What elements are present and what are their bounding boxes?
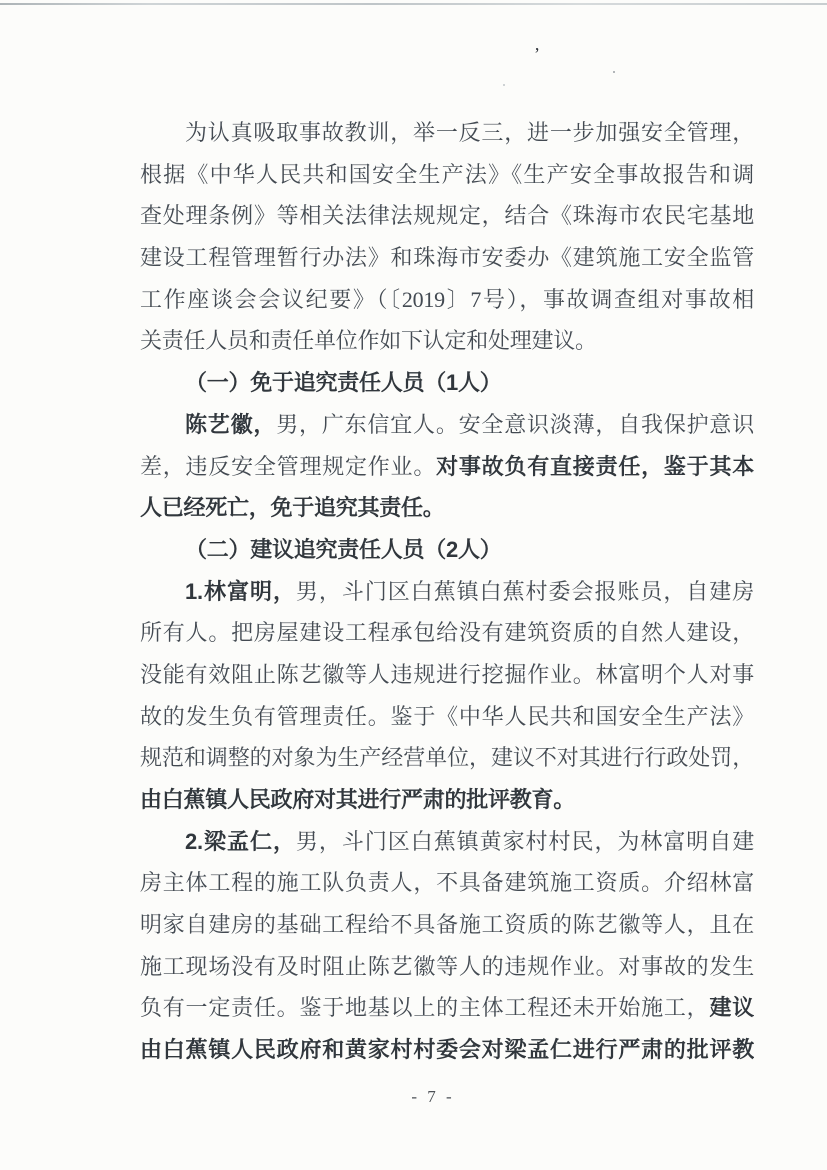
text-line [140, 362, 754, 404]
text-line [140, 446, 754, 488]
text-line [140, 737, 754, 779]
text-segment-bold: 对事故负有直接责任，鉴于其本 [436, 453, 754, 479]
document-body [140, 112, 754, 1071]
text-segment: 男，广东信宜人。安全意识淡薄，自我保护意识 [276, 411, 754, 437]
text-line [140, 154, 754, 196]
text-line [140, 320, 754, 362]
text-line [140, 529, 754, 571]
text-line [140, 112, 754, 154]
ink-speck [503, 84, 505, 86]
text-segment: 建设工程管理暂行办法》和珠海市安委办《建筑施工安全监管 [140, 245, 754, 271]
text-line [140, 821, 754, 863]
text-segment-bold: 陈艺徽， [185, 411, 277, 437]
text-segment-bold: 由白蕉镇人民政府和黄家村村委会对梁孟仁进行严肃的批评教 [140, 1037, 754, 1063]
text-segment-bold: 1.林富明， [185, 578, 296, 604]
text-segment: 房主体工程的施工队负责人，不具备建筑施工资质。介绍林富 [140, 870, 754, 896]
text-segment: 明家自建房的基础工程给不具备施工资质的陈艺徽等人，且在 [140, 912, 754, 938]
text-segment: 负有一定责任。鉴于地基以上的主体工程还未开始施工， [140, 995, 710, 1021]
text-line [140, 237, 754, 279]
text-segment-bold: 人已经死亡，免于追究其责任。 [140, 495, 445, 521]
ink-speck [613, 71, 615, 73]
ink-mark: ’ [534, 44, 540, 64]
text-line [140, 612, 754, 654]
text-segment: 男，斗门区白蕉镇白蕉村委会报账员，自建房 [295, 578, 754, 604]
text-line [140, 987, 754, 1029]
text-line [140, 487, 754, 529]
text-segment-bold: 2.梁孟仁， [185, 828, 296, 854]
text-segment: 施工现场没有及时阻止陈艺徽等人的违规作业。对事故的发生 [140, 953, 754, 979]
scan-edge-line [0, 3, 827, 5]
text-line [140, 571, 754, 613]
text-segment: 工作座谈会会议纪要》（〔2019〕7号），事故调查组对事故相 [140, 286, 754, 312]
text-segment: 为认真吸取事故教训，举一反三，进一步加强安全管理， [185, 120, 754, 145]
text-line [140, 862, 754, 904]
text-line [140, 195, 754, 237]
text-line [140, 779, 754, 821]
text-line [140, 696, 754, 738]
text-segment: 关责任人员和责任单位作如下认定和处理建议。 [140, 328, 597, 354]
text-segment-bold: 建议 [709, 995, 754, 1021]
text-segment: 查处理条例》等相关法律法规规定，结合《珠海市农民宅基地 [140, 203, 754, 229]
text-line [140, 1029, 754, 1071]
text-line [140, 279, 754, 321]
text-segment: 规范和调整的对象为生产经营单位，建议不对其进行行政处罚， [140, 745, 754, 771]
text-segment: 所有人。把房屋建设工程承包给没有建筑资质的自然人建设， [140, 620, 754, 646]
text-segment: 男，斗门区白蕉镇黄家村村民，为林富明自建 [295, 828, 754, 854]
text-line [140, 904, 754, 946]
page-number: - 7 - [411, 1087, 455, 1106]
text-segment: 没能有效阻止陈艺徽等人违规进行挖掘作业。林富明个人对事 [140, 661, 754, 687]
text-line [140, 654, 754, 696]
text-segment: 根据《中华人民共和国安全生产法》《生产安全事故报告和调 [140, 161, 754, 187]
text-line [140, 946, 754, 988]
text-line [140, 404, 754, 446]
text-segment-bold: （二）建议追究责任人员（2人） [185, 536, 502, 562]
text-segment-bold: （一）免于追究责任人员（1人） [185, 370, 502, 396]
text-segment: 差，违反安全管理规定作业。 [140, 453, 437, 479]
text-segment-bold: 由白蕉镇人民政府对其进行严肃的批评教育。 [140, 787, 576, 812]
text-segment: 故的发生负有管理责任。鉴于《中华人民共和国安全生产法》 [140, 703, 754, 729]
